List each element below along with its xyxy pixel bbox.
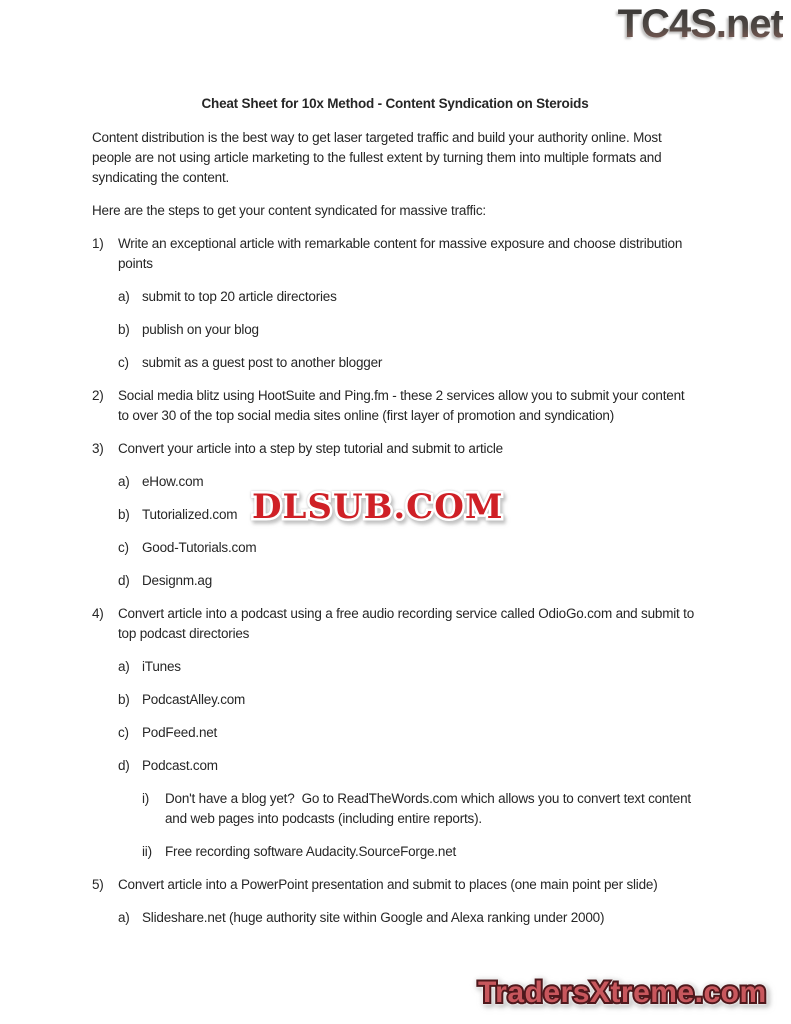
list-item-text: Don't have a blog yet? Go to ReadTheWords.com which allows you to convert text content and web pages into podcasts (including entire reports). — [165, 791, 695, 826]
list-item-marker: b) — [118, 507, 130, 522]
list-item-text: Good-Tutorials.com — [142, 540, 257, 555]
list-item-text: Convert article into a podcast using a free audio recording service called OdioGo.com and submit to top podcast directories — [118, 606, 698, 641]
list-item — [92, 842, 698, 862]
list-item-text: Write an exceptional article with remarkable content for massive exposure and choose distribution points — [118, 236, 686, 271]
list-item-text: Convert article into a PowerPoint presentation and submit to places (one main point per slide) — [118, 877, 658, 892]
list-item-marker: 2) — [92, 388, 104, 403]
list-item-text: PodcastAlley.com — [142, 692, 246, 707]
list-item-marker: a) — [118, 289, 130, 304]
list-item-marker: a) — [118, 910, 130, 925]
list-item — [92, 604, 698, 644]
list-item — [92, 756, 698, 776]
list-item — [92, 538, 698, 558]
list-item — [92, 571, 698, 591]
list-item-marker: a) — [118, 474, 130, 489]
list-item — [92, 439, 698, 459]
list-item-marker: c) — [118, 540, 129, 555]
list-item-text: eHow.com — [142, 474, 204, 489]
list-item-text: Podcast.com — [142, 758, 218, 773]
list-item-marker: d) — [118, 573, 130, 588]
list-item-marker: a) — [118, 659, 130, 674]
list-item-marker: 1) — [92, 236, 104, 251]
tc4s-site-logo: TC4S.net — [618, 0, 783, 52]
list-item-marker: c) — [118, 725, 129, 740]
list-item-text: Convert your article into a step by step tutorial and submit to article — [118, 441, 503, 456]
list-item-marker: d) — [118, 758, 130, 773]
list-item-text: PodFeed.net — [142, 725, 218, 740]
list-item-marker: 3) — [92, 441, 104, 456]
list-item-marker: c) — [118, 355, 129, 370]
dlsub-watermark: DLSUB.COM — [252, 487, 504, 527]
list-item-text: submit to top 20 article directories — [142, 289, 337, 304]
list-item — [92, 234, 698, 274]
list-item — [92, 320, 698, 340]
list-item-marker: b) — [118, 322, 130, 337]
list-item-marker: 5) — [92, 877, 104, 892]
list-item — [92, 908, 698, 928]
list-item-text: iTunes — [142, 659, 181, 674]
list-item — [92, 789, 698, 829]
list-item-marker: 4) — [92, 606, 104, 621]
list-item-text: Slideshare.net (huge authority site within Google and Alexa ranking under 2000) — [142, 910, 605, 925]
list-item — [92, 690, 698, 710]
list-item-text: publish on your blog — [142, 322, 259, 337]
list-item — [92, 723, 698, 743]
list-item-text: submit as a guest post to another blogger — [142, 355, 383, 370]
list-item — [92, 353, 698, 373]
list-item-text: Free recording software Audacity.SourceForge.net — [165, 844, 457, 859]
list-item-text: Social media blitz using HootSuite and Ping.fm - these 2 services allow you to submit your content to over 30 of the top social media sites online (first layer of promotion and syndication) — [118, 388, 689, 423]
tradersxtreme-site-logo: TradersXtreme.com — [478, 976, 767, 1009]
list-item — [92, 386, 698, 426]
steps-lead-paragraph: Here are the steps to get your content syndicated for massive traffic: — [92, 203, 486, 218]
list-item-marker: b) — [118, 692, 130, 707]
list-item-marker: i) — [142, 791, 150, 806]
intro-paragraph: Content distribution is the best way to get laser targeted traffic and build your authority online. Most people are not using article marketing to the fullest extent by turning them into multiple formats and syndicating the content. — [92, 130, 666, 185]
list-item — [92, 875, 698, 895]
list-item — [92, 287, 698, 307]
list-item-text: Tutorialized.com — [142, 507, 238, 522]
list-item-text: Designm.ag — [142, 573, 213, 588]
list-item — [92, 657, 698, 677]
list-item-marker: ii) — [142, 844, 152, 859]
page-title: Cheat Sheet for 10x Method - Content Syndication on Steroids — [201, 96, 589, 111]
